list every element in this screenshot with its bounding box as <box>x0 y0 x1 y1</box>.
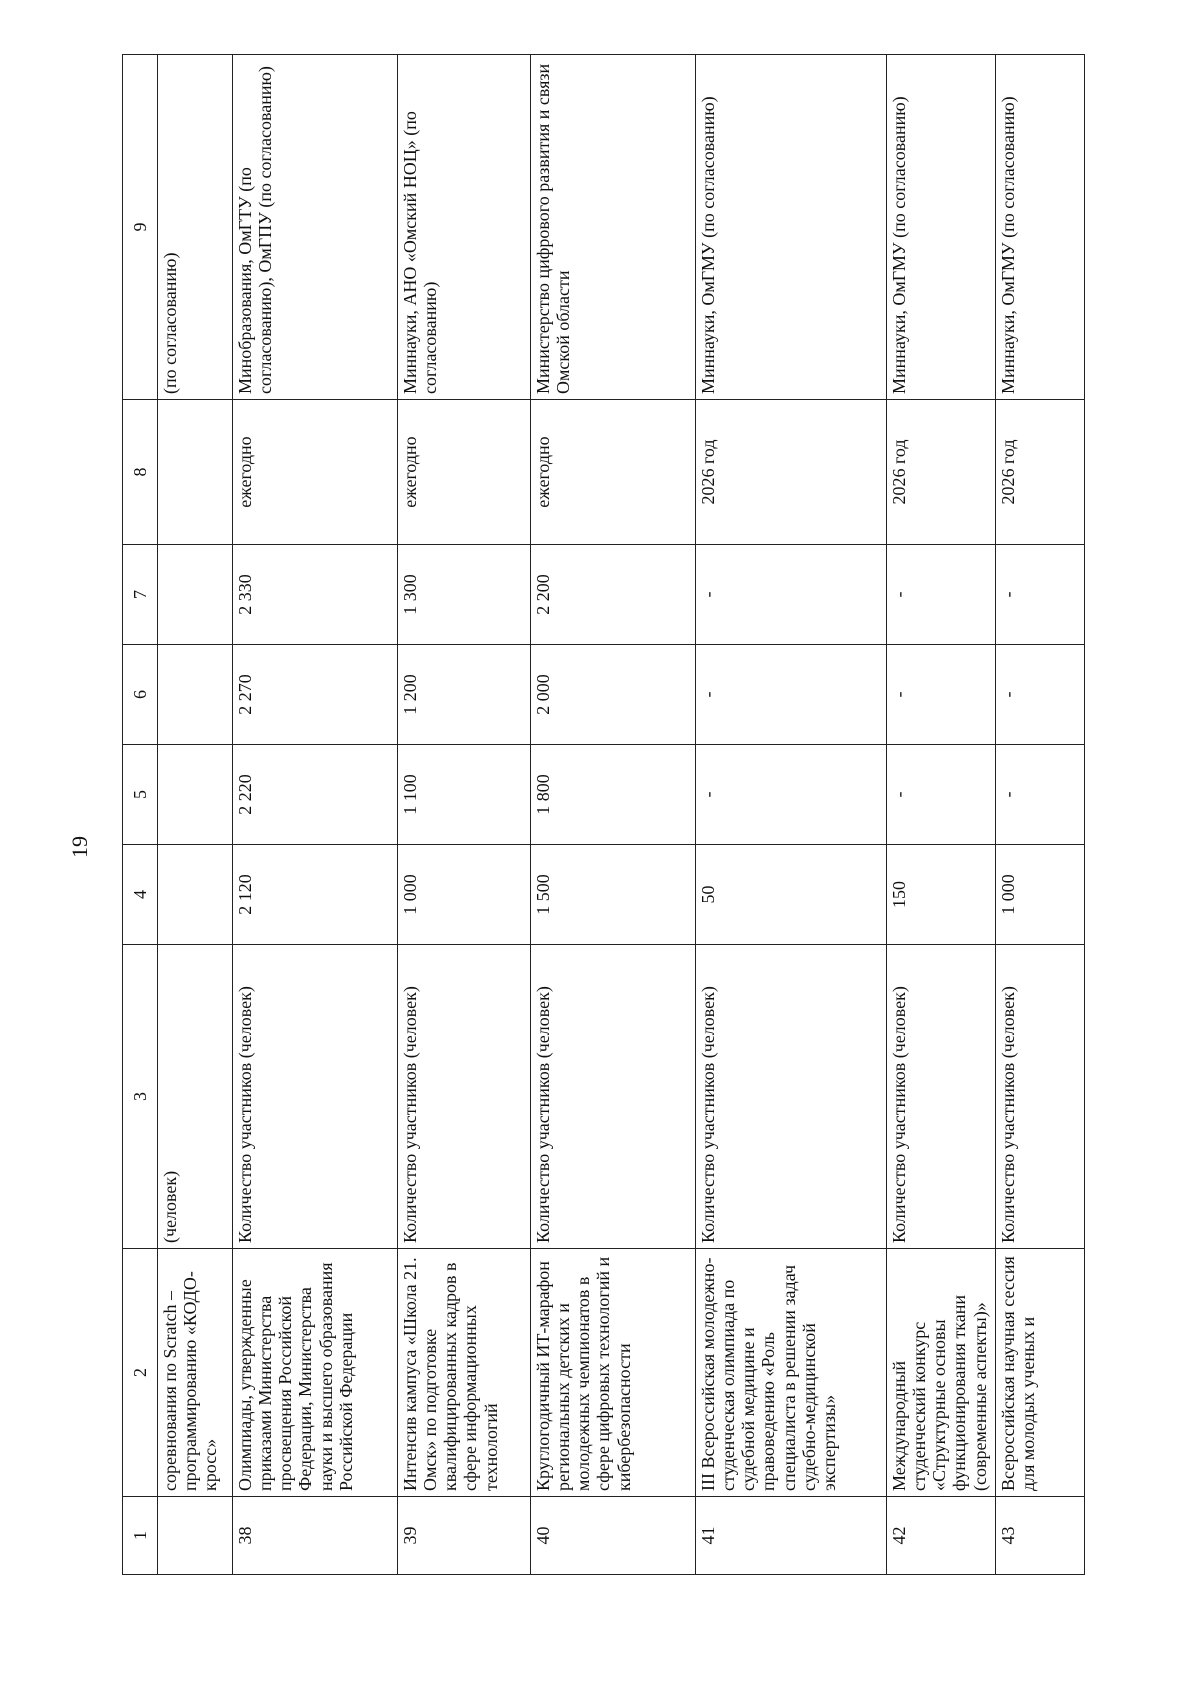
indicator: Количество участников (человек) <box>398 945 531 1249</box>
value-col6: - <box>696 645 887 745</box>
indicator: Количество участников (человек) <box>531 945 696 1249</box>
row-number <box>158 1497 233 1575</box>
table-row <box>996 55 1085 1575</box>
indicator: (человек) <box>158 945 233 1249</box>
value-col4 <box>158 845 233 945</box>
indicator: Количество участников (человек) <box>696 945 887 1249</box>
period <box>158 400 233 545</box>
period: ежегодно <box>398 400 531 545</box>
event-name: Круглогодичный ИТ-марафон региональных детских и молодежных чемпионатов в сфере цифровых технологий и кибербезопасности <box>531 1249 696 1497</box>
responsible: Миннауки, ОмГМУ (по согласованию) <box>996 55 1085 400</box>
table-header-row <box>123 55 158 1575</box>
value-col4: 2 120 <box>233 845 398 945</box>
table-row <box>158 55 233 1575</box>
value-col6: 2 270 <box>233 645 398 745</box>
table-row <box>531 55 696 1575</box>
value-col5 <box>158 745 233 845</box>
value-col6: - <box>887 645 996 745</box>
event-name: соревнования по Scratch – программированию «КОДО-кросс» <box>158 1249 233 1497</box>
event-name: Всероссийская научная сессия для молодых ученых и <box>996 1249 1085 1497</box>
row-number: 40 <box>531 1497 696 1575</box>
table-row <box>398 55 531 1575</box>
indicator: Количество участников (человек) <box>887 945 996 1249</box>
column-header: 8 <box>123 400 158 545</box>
period: 2026 год <box>996 400 1085 545</box>
column-header: 9 <box>123 55 158 400</box>
column-header: 5 <box>123 745 158 845</box>
value-col5: - <box>996 745 1085 845</box>
value-col7: - <box>887 545 996 645</box>
value-col7: 1 300 <box>398 545 531 645</box>
value-col4: 1 000 <box>996 845 1085 945</box>
value-col5: 1 100 <box>398 745 531 845</box>
value-col7: 2 200 <box>531 545 696 645</box>
value-col5: - <box>887 745 996 845</box>
value-col7: 2 330 <box>233 545 398 645</box>
table-row <box>887 55 996 1575</box>
value-col6: - <box>996 645 1085 745</box>
page-number: 19 <box>67 836 92 858</box>
value-col4: 150 <box>887 845 996 945</box>
row-number: 42 <box>887 1497 996 1575</box>
column-header: 1 <box>123 1497 158 1575</box>
row-number: 41 <box>696 1497 887 1575</box>
value-col7: - <box>996 545 1085 645</box>
value-col5: 2 220 <box>233 745 398 845</box>
event-name: III Всероссийская молодежно-студенческая олимпиада по судебной медицине и правоведению «Роль специалиста в решении задач судебно-медицинской экспертизы» <box>696 1249 887 1497</box>
events-table <box>122 54 1085 1575</box>
event-name: Интенсив кампуса «Школа 21. Омск» по подготовке квалифицированных кадров в сфере информационных технологий <box>398 1249 531 1497</box>
column-header: 7 <box>123 545 158 645</box>
row-number: 43 <box>996 1497 1085 1575</box>
value-col5: - <box>696 745 887 845</box>
event-name: Международный студенческий конкурс «Структурные основы функционирования ткани (современные аспекты)» <box>887 1249 996 1497</box>
value-col7: - <box>696 545 887 645</box>
value-col4: 1 500 <box>531 845 696 945</box>
column-header: 2 <box>123 1249 158 1497</box>
value-col6: 1 200 <box>398 645 531 745</box>
value-col4: 1 000 <box>398 845 531 945</box>
period: ежегодно <box>233 400 398 545</box>
column-header: 4 <box>123 845 158 945</box>
responsible: Миннауки, АНО «Омский НОЦ» (по согласованию) <box>398 55 531 400</box>
value-col6: 2 000 <box>531 645 696 745</box>
indicator: Количество участников (человек) <box>996 945 1085 1249</box>
responsible: Министерство цифрового развития и связи Омской области <box>531 55 696 400</box>
event-name: Олимпиады, утвержденные приказами Министерства просвещения Российской Федерации, Министерства науки и высшего образования Российской Федерации <box>233 1249 398 1497</box>
value-col5: 1 800 <box>531 745 696 845</box>
responsible: Миннауки, ОмГМУ (по согласованию) <box>696 55 887 400</box>
responsible: Миннауки, ОмГМУ (по согласованию) <box>887 55 996 400</box>
value-col6 <box>158 645 233 745</box>
row-number: 38 <box>233 1497 398 1575</box>
table-row <box>696 55 887 1575</box>
period: 2026 год <box>887 400 996 545</box>
period: 2026 год <box>696 400 887 545</box>
column-header: 6 <box>123 645 158 745</box>
value-col7 <box>158 545 233 645</box>
rotated-table-container <box>122 55 1072 1575</box>
row-number: 39 <box>398 1497 531 1575</box>
responsible: Минобразования, ОмГТУ (по согласованию), ОмГПУ (по согласованию) <box>233 55 398 400</box>
period: ежегодно <box>531 400 696 545</box>
table-row <box>233 55 398 1575</box>
responsible: (по согласованию) <box>158 55 233 400</box>
value-col4: 50 <box>696 845 887 945</box>
column-header: 3 <box>123 945 158 1249</box>
indicator: Количество участников (человек) <box>233 945 398 1249</box>
